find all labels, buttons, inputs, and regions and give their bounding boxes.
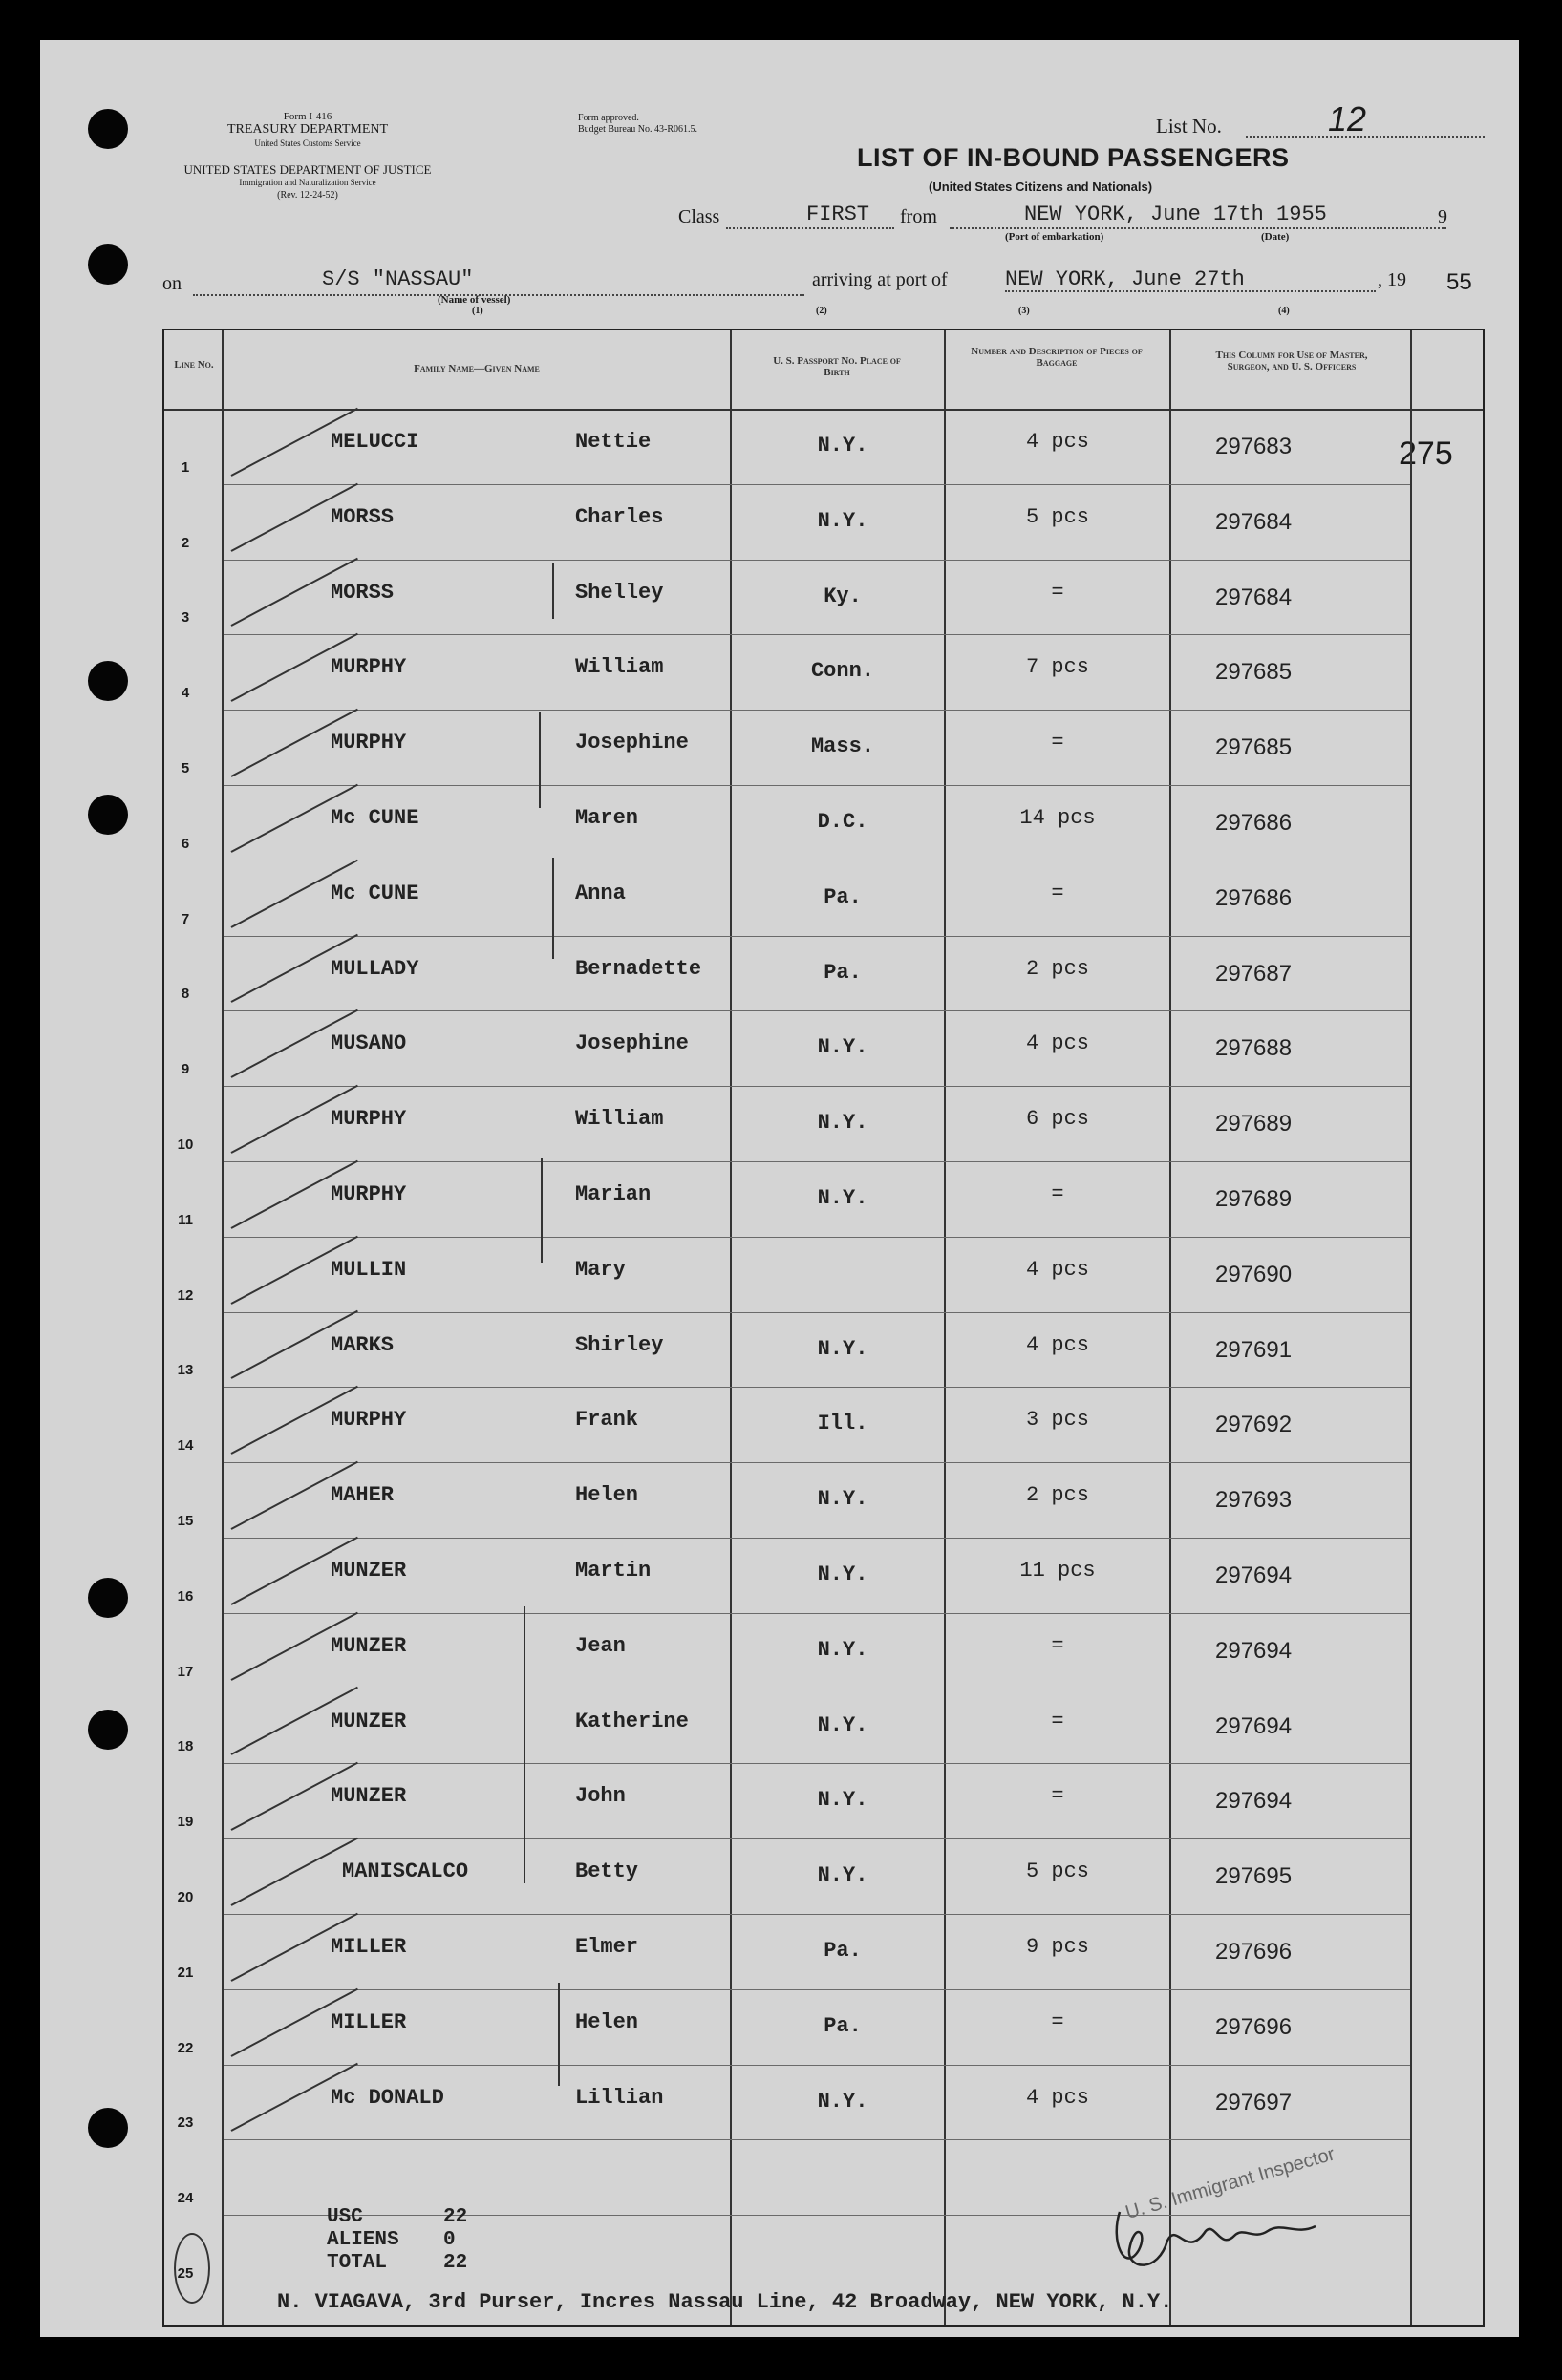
family-name: MUNZER [331,1633,407,1658]
year-value: 55 [1446,269,1472,295]
line-number: 3 [181,609,190,627]
officer-number: 297694 [1215,1637,1293,1664]
family-name: MURPHY [331,655,407,680]
from-line [950,227,1446,229]
line-number: 24 [177,2190,194,2207]
baggage: 2 pcs [1025,956,1089,981]
family-brace [539,712,541,808]
document-page [40,40,1519,2337]
family-name: MARKS [331,1332,395,1357]
family-name: MURPHY [331,731,407,755]
officer-number: 297689 [1215,1186,1293,1212]
list-no-label: List No. [1156,115,1222,138]
birth-place: N.Y. [817,1336,868,1361]
punch-hole [88,1578,128,1618]
birth-place: Ky. [824,584,862,608]
col-header-baggage: Number and Description of Pieces of Baggage [971,346,1143,369]
birth-place: Ill. [817,1412,868,1436]
punch-hole [88,244,128,285]
given-name: Mary [575,1257,626,1282]
line-number: 12 [177,1286,194,1304]
family-name: MULLADY [331,956,419,981]
inspector-stamp: U. S. Immigrant Inspector [1123,2143,1337,2224]
birth-place: N.Y. [817,1562,868,1586]
totals-total-label: TOTAL [327,2252,388,2274]
table-row [164,560,1483,635]
line-number: 11 [178,1211,193,1228]
table-row [164,1010,1483,1086]
col-num-2: (2) [816,306,827,316]
birth-place: D.C. [817,810,868,834]
birth-place: N.Y. [817,1712,868,1737]
table-row [164,1989,1483,2065]
birth-place: Pa. [824,960,862,985]
col-num-3: (3) [1018,306,1030,316]
officer-number: 297687 [1215,960,1293,987]
family-name: MORSS [331,580,395,605]
table-row [164,1914,1483,1989]
table-row [164,1237,1483,1312]
line-number: 22 [177,2039,194,2056]
officer-number: 297688 [1215,1035,1293,1062]
birth-place: N.Y. [817,1186,868,1210]
line-number: 5 [181,759,190,776]
given-name: Elmer [575,1935,639,1959]
given-name: Charles [575,504,664,529]
officer-number: 297691 [1215,1336,1293,1363]
class-value: FIRST [806,202,870,226]
punch-hole [88,109,128,149]
form-approved-label: Form approved. [578,113,639,123]
given-name: Anna [575,881,626,905]
baggage: = [1051,1182,1064,1206]
family-name: MUNZER [331,1559,407,1583]
line-number: 9 [181,1061,190,1078]
table-row [164,1462,1483,1538]
form-number: Form I-416 [283,111,332,122]
line-number: 18 [177,1738,194,1755]
baggage: 7 pcs [1025,655,1089,680]
family-name: MULLIN [331,1257,407,1282]
officer-number: 297683 [1215,434,1293,459]
family-brace [552,563,554,619]
given-name: Shelley [575,580,664,605]
table-row [164,710,1483,785]
baggage: 4 pcs [1025,1332,1089,1357]
birth-place: N.Y. [817,1487,868,1512]
officer-number: 297693 [1215,1487,1293,1514]
line-number: 14 [177,1437,194,1455]
document-subtitle: (United States Citizens and Nationals) [929,180,1153,194]
family-brace [552,858,554,959]
baggage: 9 pcs [1025,1935,1089,1959]
officer-number: 297684 [1215,584,1293,610]
officer-number: 297690 [1215,1261,1293,1287]
birth-place: N.Y. [817,508,868,533]
family-name: Mc CUNE [331,881,419,905]
baggage: 4 pcs [1025,430,1089,454]
baggage: 5 pcs [1025,504,1089,529]
birth-place: Pa. [824,1939,862,1963]
baggage: = [1051,2009,1064,2034]
col-header-line: Line No. [174,359,214,371]
given-name: William [575,1107,664,1132]
given-name: Jean [575,1633,626,1658]
table-row [164,1161,1483,1237]
col-header-officers: This Column for Use of Master, Surgeon, and U. S. Officers [1215,350,1368,372]
officer-number: 297685 [1215,659,1293,686]
line-number: 2 [181,534,190,551]
family-brace [558,1983,560,2086]
line-number: 16 [177,1587,194,1604]
birth-place: N.Y. [817,1788,868,1813]
vessel-value: S/S "NASSAU" [322,267,474,291]
given-name: Martin [575,1559,652,1583]
birth-place: N.Y. [817,434,868,457]
family-name: MORSS [331,504,395,529]
col-header-passport: U. S. Passport No. Place of Birth [773,355,901,378]
table-row [164,1086,1483,1161]
birth-place: Mass. [810,734,874,759]
baggage: = [1051,881,1064,905]
birth-place: N.Y. [817,1637,868,1662]
comma-19: , 19 [1378,269,1406,290]
baggage: 14 pcs [1019,806,1096,830]
given-name: Frank [575,1408,639,1433]
given-name: Betty [575,1859,639,1884]
totals-aliens-label: ALIENS [327,2229,399,2251]
table-row [164,1387,1483,1462]
punch-hole [88,661,128,701]
circle-mark [174,2233,210,2304]
given-name: Josephine [575,731,689,755]
line-number: 15 [177,1512,194,1529]
totals-aliens-value: 0 [443,2229,456,2251]
list-no-value: 12 [1328,99,1367,138]
family-name: MILLER [331,1935,407,1959]
line-number: 23 [177,2114,194,2132]
line-number: 10 [177,1136,194,1153]
family-name: MUNZER [331,1784,407,1809]
line-number: 7 [181,910,190,927]
given-name: Maren [575,806,639,830]
birth-place: N.Y. [817,2089,868,2114]
line-number: 25 [177,2264,194,2282]
officer-number: 297696 [1215,1939,1293,1965]
page-stamp: 275 [1399,436,1453,472]
class-line [726,227,894,229]
birth-place: Pa. [824,2013,862,2038]
arriving-value: NEW YORK, June 27th [1005,267,1245,291]
family-name: MUSANO [331,1031,407,1056]
check-mark [231,1838,358,1906]
given-name: Shirley [575,1332,664,1357]
from-label: from [900,206,937,227]
given-name: Helen [575,2009,639,2034]
justice-label: UNITED STATES DEPARTMENT OF JUSTICE [183,162,432,177]
table-row [164,1312,1483,1388]
budget-label: Budget Bureau No. 43-R061.5. [578,124,697,135]
treasury-label: TREASURY DEPARTMENT [226,122,389,137]
baggage: 11 pcs [1019,1559,1096,1583]
table-row [164,409,1483,484]
family-name: MUNZER [331,1709,407,1733]
family-name: MURPHY [331,1182,407,1206]
given-name: John [575,1784,626,1809]
line-number: 4 [181,685,190,702]
immigration-label: Immigration and Naturalization Service [239,178,376,187]
line-number: 20 [177,1888,194,1905]
class-label: Class [678,206,720,227]
date-note: (Date) [1261,231,1290,243]
baggage: = [1051,1709,1064,1733]
given-name: William [575,655,664,680]
birth-place: N.Y. [817,1111,868,1136]
totals-total-value: 22 [443,2252,468,2274]
table-row [164,1763,1483,1838]
baggage: = [1051,1633,1064,1658]
table-row [164,634,1483,710]
family-name: Mc CUNE [331,806,419,830]
baggage: = [1051,731,1064,755]
baggage: = [1051,580,1064,605]
given-name: Helen [575,1483,639,1508]
baggage: 2 pcs [1025,1483,1089,1508]
family-name: MURPHY [331,1107,407,1132]
officer-number: 297694 [1215,1712,1293,1739]
baggage: 4 pcs [1025,1257,1089,1282]
revision-label: (Rev. 12-24-52) [277,190,338,201]
family-brace [541,1158,543,1263]
baggage: 6 pcs [1025,1107,1089,1132]
family-name: MANISCALCO [342,1859,469,1884]
family-name: MURPHY [331,1408,407,1433]
officer-number: 297692 [1215,1412,1293,1438]
birth-place: Conn. [810,659,874,684]
family-brace [524,1606,525,1883]
on-label: on [162,273,182,294]
birth-place: Pa. [824,884,862,909]
col-num-4: (4) [1278,306,1290,316]
officer-number: 297686 [1215,810,1293,836]
officer-number: 297696 [1215,2013,1293,2040]
line-number: 6 [181,835,190,852]
table-row [164,2065,1483,2140]
table-row [164,861,1483,936]
totals-usc-label: USC [327,2206,363,2228]
line-number: 8 [181,986,190,1003]
line-number: 21 [177,1964,194,1981]
line-number: 17 [177,1663,194,1680]
from-value: NEW YORK, June 17th 1955 [1024,202,1327,226]
family-name: MELUCCI [331,430,419,454]
given-name: Nettie [575,430,652,454]
line-number: 19 [177,1814,194,1831]
punch-hole [88,795,128,835]
given-name: Josephine [575,1031,689,1056]
given-name: Katherine [575,1709,689,1733]
line-number: 13 [177,1362,194,1379]
col-header-name: Family Name—Given Name [414,363,540,374]
table-row [164,1538,1483,1613]
purser-line: N. VIAGAVA, 3rd Purser, Incres Nassau Line, 42 Broadway, NEW YORK, N.Y. [277,2290,1173,2314]
table-row [164,936,1483,1011]
document-title: LIST OF IN-BOUND PASSENGERS [857,143,1290,172]
line-number: 1 [181,458,190,476]
vessel-num: (1) [472,306,483,316]
officer-number: 297684 [1215,508,1293,535]
officer-number: 297685 [1215,734,1293,761]
officer-number: 297689 [1215,1111,1293,1137]
customs-label: United States Customs Service [254,138,361,148]
totals-usc-value: 22 [443,2206,468,2228]
birth-place: N.Y. [817,1863,868,1888]
family-name: Mc DONALD [331,2085,444,2110]
birth-place: N.Y. [817,1035,868,1060]
table-row [164,1613,1483,1689]
officer-number: 297694 [1215,1788,1293,1815]
baggage: 4 pcs [1025,2085,1089,2110]
baggage: 3 pcs [1025,1408,1089,1433]
arriving-label: arriving at port of [812,269,948,290]
family-name: MAHER [331,1483,395,1508]
baggage: 5 pcs [1025,1859,1089,1884]
given-name: Bernadette [575,956,702,981]
given-name: Lillian [575,2085,664,2110]
baggage: 4 pcs [1025,1031,1089,1056]
punch-hole [88,1710,128,1750]
year-suffix: 9 [1438,206,1447,227]
given-name: Marian [575,1182,652,1206]
officer-number: 297686 [1215,884,1293,911]
family-name: MILLER [331,2009,407,2034]
table-row [164,785,1483,861]
officer-number: 297697 [1215,2089,1293,2115]
punch-hole [88,2108,128,2148]
officer-number: 297694 [1215,1562,1293,1588]
vessel-note: (Name of vessel) [438,294,511,306]
table-row [164,1689,1483,1764]
passenger-table [162,329,1485,2327]
port-embark-note: (Port of embarkation) [1005,231,1104,243]
baggage: = [1051,1784,1064,1809]
table-row [164,1838,1483,1914]
officer-number: 297695 [1215,1863,1293,1890]
table-row [164,484,1483,560]
